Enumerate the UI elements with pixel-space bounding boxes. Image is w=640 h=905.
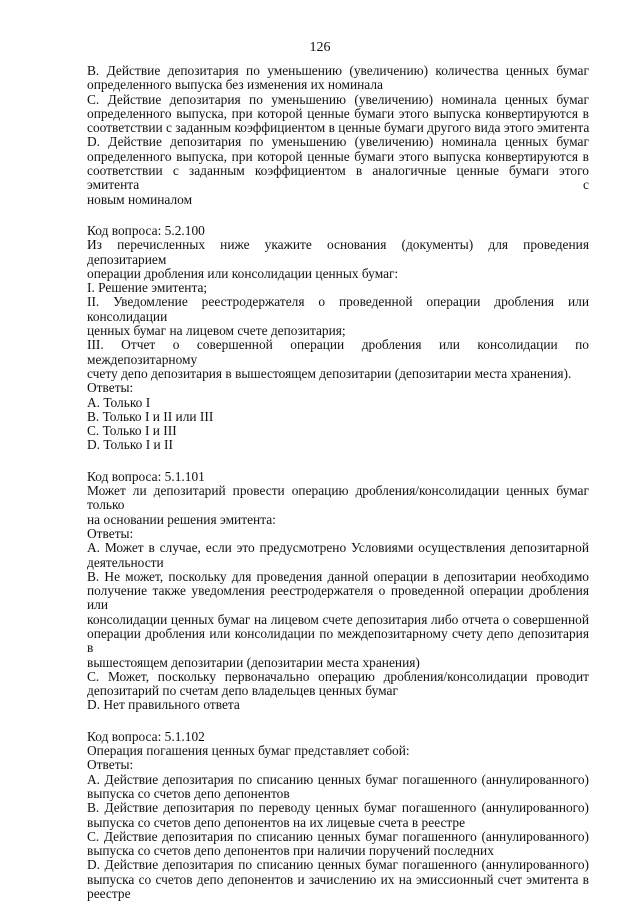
text-line: определенного выпуска, при которой ценные бумаги этого выпуска конвертируются в <box>87 148 589 164</box>
answers-label: Ответы: <box>87 525 134 541</box>
question-text-line: Операция погашения ценных бумаг представляет собой: <box>87 743 410 759</box>
question-5-2-100 <box>87 224 589 453</box>
basis-item: I. Решение эмитента; <box>87 280 208 296</box>
answer-option: деятельности <box>87 554 164 570</box>
answers-label: Ответы: <box>87 757 134 773</box>
answer-option: A. Может в случае, если это предусмотрено Условиями осуществления депозитарной <box>87 540 589 556</box>
answer-option: депозитарий по счетам депо владельцев ценных бумаг <box>87 683 398 699</box>
basis-item: ценных бумаг на лицевом счете депозитария; <box>87 323 346 339</box>
question-text-line: на основании решения эмитента: <box>87 511 276 527</box>
question-5-1-101 <box>87 470 589 713</box>
answer-option: D. Только I и II <box>87 437 173 453</box>
question-code: Код вопроса: 5.1.101 <box>87 468 205 484</box>
answers-label: Ответы: <box>87 380 134 396</box>
page-number: 126 <box>309 40 331 55</box>
text-line: B. Действие депозитария по уменьшению (увеличению) количества ценных бумаг <box>87 63 589 78</box>
text-line: соответствии с заданным коэффициентом в аналогичные ценные бумаги этого эмитента с <box>87 163 589 193</box>
question-code: Код вопроса: 5.1.102 <box>87 728 205 744</box>
answer-option: C. Может, поскольку первоначально операцию дробления/консолидации проводит <box>87 668 589 684</box>
text-line: новым номиналом <box>87 191 193 207</box>
answer-option: B. Не может, поскольку для проведения данной операции в депозитарии необходимо <box>87 568 589 584</box>
answer-option: реестре <box>87 886 131 902</box>
answer-option: выпуска со счетов депо депонентов <box>87 785 290 801</box>
question-text-line: операции дробления или консолидации ценных бумаг: <box>87 265 399 281</box>
basis-item: II. Уведомление реестродержателя о проведенной операции дробления или консолидации <box>87 294 589 324</box>
basis-item: счету депо депозитария в вышестоящем депозитарии (депозитарии места хранения). <box>87 365 572 381</box>
answer-option: A. Действие депозитария по списанию ценных бумаг погашенного (аннулированного) <box>87 771 589 787</box>
text-line: определенного выпуска, при которой ценные бумаги этого выпуска конвертируются в <box>87 105 589 121</box>
option-c-previous <box>87 93 589 136</box>
answer-option: A. Только I <box>87 394 151 410</box>
option-d-previous <box>87 135 589 206</box>
answer-option: B. Только I и II или III <box>87 408 214 424</box>
text-line: определенного выпуска без изменения их номинала <box>87 77 383 93</box>
answer-option: C. Только I и III <box>87 423 177 439</box>
question-5-1-102 <box>87 730 589 902</box>
answer-option: D. Нет правильного ответа <box>87 697 240 713</box>
answer-option: C. Действие депозитария по списанию ценных бумаг погашенного (аннулированного) <box>87 828 589 844</box>
answer-option: консолидации ценных бумаг на лицевом счете депозитария либо отчета о совершенной <box>87 611 589 627</box>
answer-option: выпуска со счетов депо депонентов при наличии поручений последних <box>87 843 494 859</box>
answer-option: получение также уведомления реестродержателя о проведенной операции дробления или <box>87 583 589 613</box>
page-content <box>87 64 589 901</box>
answer-option: выпуска со счетов депо депонентов на их лицевые счета в реестре <box>87 814 466 830</box>
answer-option: выпуска со счетов депо депонентов и зачислению их на эмиссионный счет эмитента в <box>87 871 589 887</box>
question-code: Код вопроса: 5.2.100 <box>87 222 205 238</box>
answer-option: D. Действие депозитария по списанию ценных бумаг погашенного (аннулированного) <box>87 857 589 873</box>
answer-option: B. Действие депозитария по переводу ценных бумаг погашенного (аннулированного) <box>87 800 589 816</box>
question-text-line: Из перечисленных ниже укажите основания (документы) для проведения депозитарием <box>87 237 589 267</box>
answer-option: операции дробления или консолидации по междепозитарному счету депо депозитария в <box>87 625 589 656</box>
answer-option: вышестоящем депозитарии (депозитарии места хранения) <box>87 654 420 670</box>
text-line: C. Действие депозитария по уменьшению (увеличению) номинала ценных бумаг <box>87 91 589 107</box>
question-text-line: Может ли депозитарий провести операцию дробления/консолидации ценных бумаг только <box>87 483 589 513</box>
option-b-previous <box>87 64 589 93</box>
text-line: соответствии с заданным коэффициентом в ценные бумаги другого вида этого эмитента <box>87 120 590 136</box>
text-line: D. Действие депозитария по уменьшению (увеличению) номинала ценных бумаг <box>87 134 589 150</box>
basis-item: III. Отчет о совершенной операции дробления или консолидации по междепозитарному <box>87 337 589 367</box>
